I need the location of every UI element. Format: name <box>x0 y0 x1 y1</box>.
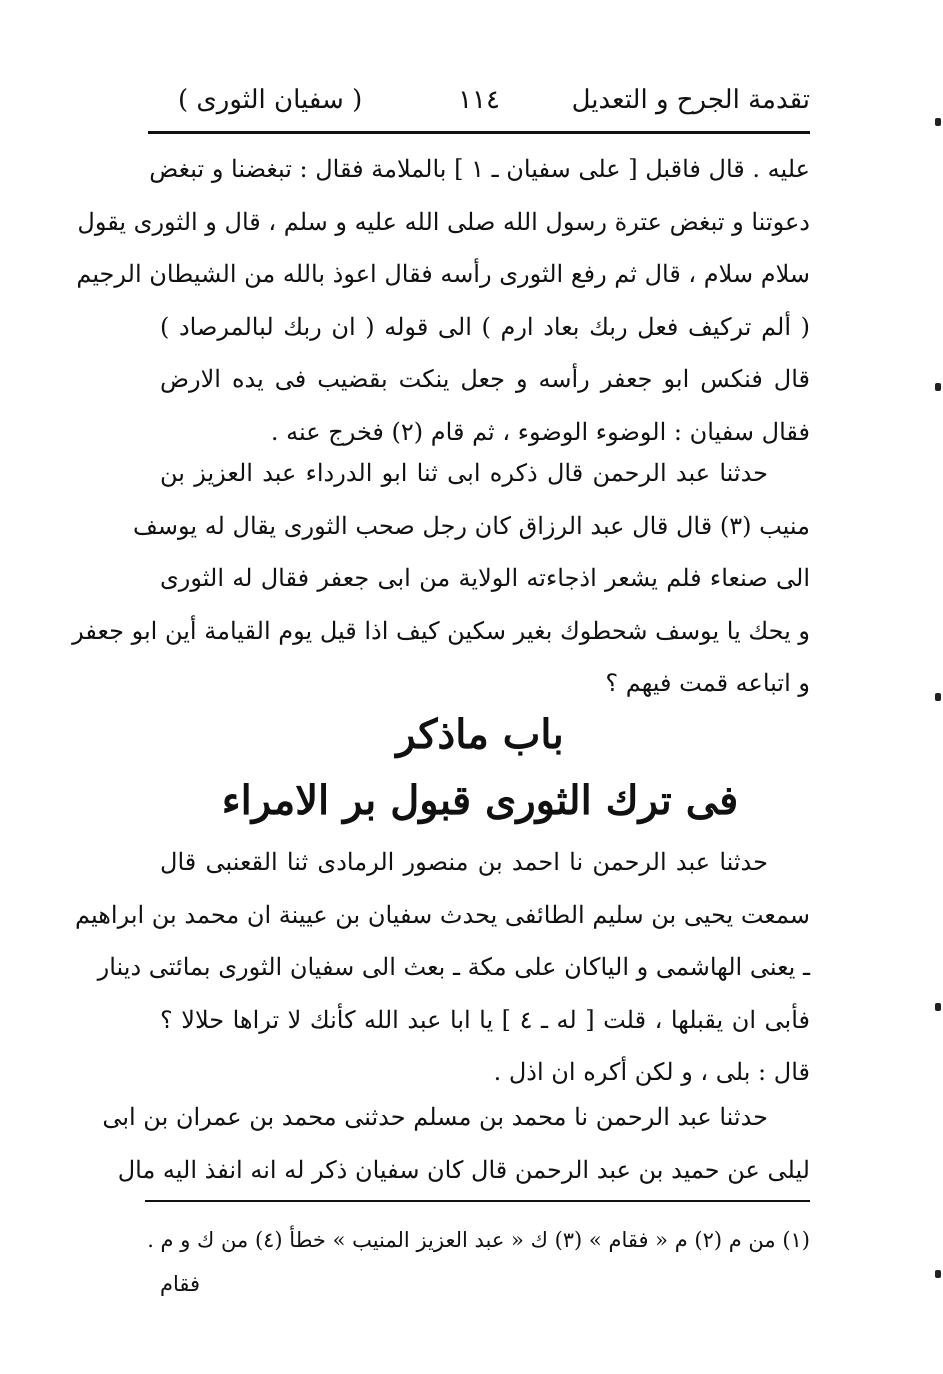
chapter-title-line-1: باب ماذكر <box>396 711 564 758</box>
footnotes <box>147 1218 810 1262</box>
scan-edge-mark <box>935 1270 941 1278</box>
header-rule <box>148 131 810 134</box>
chapter-title-line-2: فى ترك الثورى قبول بر الامراء <box>221 777 739 824</box>
paragraph-1 <box>76 143 810 458</box>
paragraph-3 <box>75 836 810 1099</box>
text-line: سمعت يحيى بن سليم الطائفى يحدث سفيان بن عيينة ان محمد بن ابراهيم <box>75 900 810 929</box>
text-line: دعوتنا و تبغض عترة رسول الله صلى الله عليه و سلم ، قال و الثورى يقول <box>77 207 810 236</box>
text-line: سلام سلام ، قال ثم رفع الثورى رأسه فقال اعوذ بالله من الشيطان الرجيم <box>76 260 810 288</box>
text-line: حدثنا عبد الرحمن نا محمد بن مسلم حدثنى محمد بن عمران بن ابى <box>102 1103 768 1131</box>
chapter-heading <box>150 704 810 838</box>
footnote-rule <box>145 1200 810 1202</box>
text-line: و يحك يا يوسف شحطوك بغير سكين كيف اذا قيل يوم القيامة أين ابو جعفر <box>72 616 810 645</box>
header-book-title: تقدمة الجرح و التعديل <box>571 85 810 115</box>
text-line: حدثنا عبد الرحمن قال ذكره ابى ثنا ابو الدرداء عبد العزيز بن <box>160 459 768 487</box>
text-line: ـ يعنى الهاشمى و الياكان على مكة ـ بعث الى سفيان الثورى بمائتى دينار <box>97 953 810 981</box>
paragraph-4 <box>102 1091 810 1196</box>
footnote-text: (١) من م (٢) م « فقام » (٣) ك « عبد العزيز المنيب » خطأ (٤) من ك و م . <box>147 1228 810 1252</box>
text-line: و اتباعه قمت فيهم ؟ <box>605 669 810 697</box>
text-line: قال فنكس ابو جعفر رأسه و جعل ينكت بقضيب فى يده الارض <box>160 365 810 393</box>
text-line: فقال سفيان : الوضوء الوضوء ، ثم قام (٢) فخرج عنه . <box>270 417 810 446</box>
text-line: عليه . قال فاقبل [ على سفيان ـ ١ ] بالملامة فقال : تبغضنا و تبغض <box>149 155 810 183</box>
text-line: ( ألم تركيف فعل ربك بعاد ارم ) الى قوله ( ان ربك لبالمرصاد ) <box>160 312 810 341</box>
text-line: فأبى ان يقبلها ، قلت [ له ـ ٤ ] يا ابا عبد الله كأنك لا تراها حلالا ؟ <box>160 1005 810 1034</box>
paragraph-2 <box>72 447 810 710</box>
text-line: قال : بلى ، و لكن أكره ان اذل . <box>493 1058 810 1086</box>
scan-edge-mark <box>935 1003 941 1011</box>
scan-edge-mark <box>935 383 941 391</box>
scan-edge-mark <box>935 693 941 701</box>
text-line: ليلى عن حميد بن عبد الرحمن قال كان سفيان ذكر له انه انفذ اليه مال <box>117 1155 810 1184</box>
header-subject: ( سفيان الثورى ) <box>178 85 363 115</box>
text-line: حدثنا عبد الرحمن نا احمد بن منصور الرمادى ثنا القعنبى قال <box>160 848 768 876</box>
header-page-number: ١١٤ <box>458 85 500 115</box>
running-header <box>150 72 810 130</box>
scan-edge-mark <box>935 118 941 126</box>
text-line: منيب (٣) قال قال عبد الرزاق كان رجل صحب الثورى يقال له يوسف <box>133 511 810 540</box>
text-line: الى صنعاء فلم يشعر اذجاءته الولاية من ابى جعفر فقال له الثورى <box>160 564 810 592</box>
catchword: فقام <box>160 1272 201 1296</box>
